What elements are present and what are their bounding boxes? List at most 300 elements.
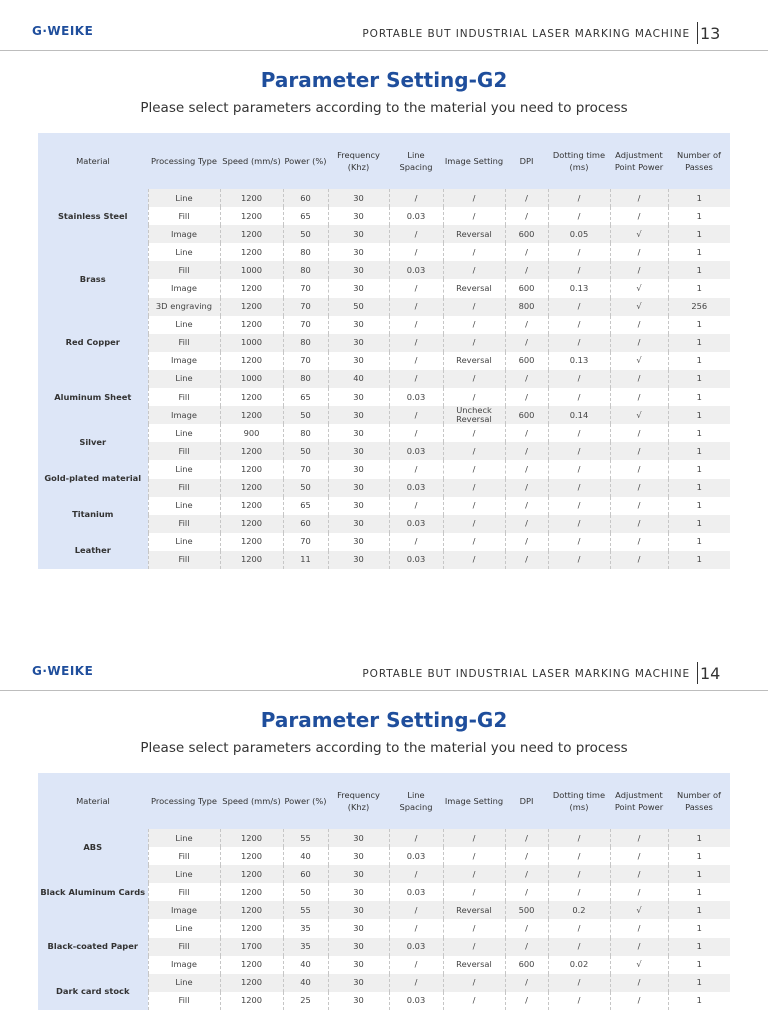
table-cell: 1200 bbox=[220, 919, 283, 937]
column-header: Power (%) bbox=[283, 133, 328, 189]
table-cell: 1200 bbox=[220, 974, 283, 992]
table-cell: Image bbox=[148, 406, 220, 424]
table-cell: 70 bbox=[283, 352, 328, 370]
table-cell: / bbox=[443, 334, 505, 352]
table-cell: / bbox=[389, 316, 443, 334]
table-cell: / bbox=[443, 316, 505, 334]
table-cell: / bbox=[443, 919, 505, 937]
page-subtitle: Please select parameters according to the material you need to process bbox=[140, 100, 628, 116]
table-cell: / bbox=[610, 316, 668, 334]
column-header: Line Spacing bbox=[389, 773, 443, 829]
table-cell: 30 bbox=[328, 974, 389, 992]
table-row bbox=[38, 829, 730, 847]
material-name: Black Aluminum Cards bbox=[38, 865, 148, 919]
table-row bbox=[38, 974, 730, 992]
table-cell: 1 bbox=[668, 938, 730, 956]
table-cell: 30 bbox=[328, 406, 389, 424]
table-cell: 70 bbox=[283, 298, 328, 316]
table-cell: / bbox=[610, 847, 668, 865]
material-name: Black-coated Paper bbox=[38, 919, 148, 973]
column-header: Power (%) bbox=[283, 773, 328, 829]
table-cell: Line bbox=[148, 865, 220, 883]
table-cell: 1 bbox=[668, 497, 730, 515]
table-cell: 50 bbox=[283, 479, 328, 497]
table-cell: 1 bbox=[668, 207, 730, 225]
table-cell: / bbox=[443, 883, 505, 901]
table-cell: 1200 bbox=[220, 847, 283, 865]
column-header: Frequency (Khz) bbox=[328, 773, 389, 829]
table-cell: / bbox=[505, 551, 548, 569]
table-cell: / bbox=[505, 829, 548, 847]
table-cell: 1 bbox=[668, 551, 730, 569]
table-cell: / bbox=[548, 938, 610, 956]
table-cell: Image bbox=[148, 225, 220, 243]
table-cell: / bbox=[505, 442, 548, 460]
table-cell: 30 bbox=[328, 865, 389, 883]
column-header: Material bbox=[38, 133, 148, 189]
table-cell: Image bbox=[148, 956, 220, 974]
table-cell: 1 bbox=[668, 533, 730, 551]
table-cell: 1000 bbox=[220, 334, 283, 352]
table-cell: / bbox=[610, 207, 668, 225]
table-cell: / bbox=[548, 515, 610, 533]
table-cell: / bbox=[548, 919, 610, 937]
table-cell: Fill bbox=[148, 992, 220, 1010]
column-header: Processing Type bbox=[148, 773, 220, 829]
table-cell: 600 bbox=[505, 956, 548, 974]
table-cell: / bbox=[610, 261, 668, 279]
table-cell: 900 bbox=[220, 424, 283, 442]
table-cell: / bbox=[505, 424, 548, 442]
table-cell: 70 bbox=[283, 279, 328, 297]
table-cell: 40 bbox=[283, 974, 328, 992]
table-cell: Fill bbox=[148, 883, 220, 901]
table-cell: / bbox=[505, 938, 548, 956]
table-cell: 30 bbox=[328, 460, 389, 478]
table-cell: / bbox=[389, 370, 443, 388]
table-cell: / bbox=[505, 207, 548, 225]
table-cell: 30 bbox=[328, 956, 389, 974]
table-cell: / bbox=[505, 883, 548, 901]
table-cell: 80 bbox=[283, 261, 328, 279]
table-cell: 1200 bbox=[220, 225, 283, 243]
page-header bbox=[0, 0, 768, 51]
table-cell: / bbox=[610, 515, 668, 533]
column-header: Adjustment Point Power bbox=[610, 773, 668, 829]
table-cell: / bbox=[505, 533, 548, 551]
table-cell: Reversal bbox=[443, 901, 505, 919]
table-cell: 30 bbox=[328, 388, 389, 406]
table-cell: / bbox=[443, 974, 505, 992]
table-cell: √ bbox=[610, 298, 668, 316]
table-cell: / bbox=[443, 370, 505, 388]
column-header: DPI bbox=[505, 133, 548, 189]
table-cell: 40 bbox=[283, 847, 328, 865]
table-cell: / bbox=[389, 298, 443, 316]
table-cell: Fill bbox=[148, 334, 220, 352]
table-cell: 1 bbox=[668, 334, 730, 352]
table-cell: / bbox=[505, 865, 548, 883]
table-cell: 1 bbox=[668, 442, 730, 460]
table-cell: 30 bbox=[328, 243, 389, 261]
table-cell: / bbox=[443, 938, 505, 956]
header-divider bbox=[697, 662, 698, 684]
table-cell: / bbox=[505, 479, 548, 497]
table-cell: 30 bbox=[328, 847, 389, 865]
table-cell: 40 bbox=[328, 370, 389, 388]
material-name: Stainless Steel bbox=[38, 189, 148, 243]
table-cell: / bbox=[548, 497, 610, 515]
table-cell: 1 bbox=[668, 829, 730, 847]
brand-logo: G·WEIKE bbox=[32, 24, 94, 38]
table-cell: Fill bbox=[148, 515, 220, 533]
table-cell: / bbox=[610, 497, 668, 515]
table-cell: Line bbox=[148, 829, 220, 847]
column-header: Dotting time (ms) bbox=[548, 133, 610, 189]
table-cell: / bbox=[610, 551, 668, 569]
table-cell: / bbox=[389, 497, 443, 515]
table-cell: 1200 bbox=[220, 279, 283, 297]
table-cell: 80 bbox=[283, 243, 328, 261]
table-cell: 0.03 bbox=[389, 992, 443, 1010]
material-name: ABS bbox=[38, 829, 148, 865]
table-cell: / bbox=[610, 370, 668, 388]
table-cell: 30 bbox=[328, 992, 389, 1010]
table-cell: / bbox=[548, 316, 610, 334]
table-row bbox=[38, 189, 730, 207]
table-cell: 30 bbox=[328, 901, 389, 919]
table-cell: 0.03 bbox=[389, 207, 443, 225]
table-cell: / bbox=[548, 551, 610, 569]
table-cell: / bbox=[443, 424, 505, 442]
table-cell: / bbox=[548, 883, 610, 901]
table-cell: / bbox=[505, 992, 548, 1010]
table-cell: Reversal bbox=[443, 225, 505, 243]
table-cell: 1200 bbox=[220, 551, 283, 569]
table-cell: 1 bbox=[668, 479, 730, 497]
header-title: PORTABLE BUT INDUSTRIAL LASER MARKING MACHINE bbox=[362, 668, 690, 680]
table-cell: 0.03 bbox=[389, 938, 443, 956]
table-cell: 1 bbox=[668, 460, 730, 478]
table-cell: / bbox=[389, 829, 443, 847]
table-cell: 30 bbox=[328, 829, 389, 847]
table-cell: √ bbox=[610, 352, 668, 370]
table-cell: / bbox=[443, 829, 505, 847]
table-cell: / bbox=[610, 992, 668, 1010]
table-cell: / bbox=[389, 424, 443, 442]
table-cell: 1 bbox=[668, 992, 730, 1010]
column-header: Speed (mm/s) bbox=[220, 773, 283, 829]
parameter-table bbox=[38, 773, 730, 1010]
table-cell: / bbox=[389, 334, 443, 352]
brand-logo: G·WEIKE bbox=[32, 664, 94, 678]
table-cell: Image bbox=[148, 279, 220, 297]
column-header: Image Setting bbox=[443, 773, 505, 829]
page-header bbox=[0, 640, 768, 691]
table-cell: / bbox=[610, 424, 668, 442]
column-header: Speed (mm/s) bbox=[220, 133, 283, 189]
table-cell: 80 bbox=[283, 334, 328, 352]
table-cell: Line bbox=[148, 243, 220, 261]
table-row bbox=[38, 243, 730, 261]
table-row bbox=[38, 919, 730, 937]
table-cell: 11 bbox=[283, 551, 328, 569]
column-header: Material bbox=[38, 773, 148, 829]
table-cell: / bbox=[548, 533, 610, 551]
table-cell: 0.03 bbox=[389, 261, 443, 279]
table-cell: 80 bbox=[283, 370, 328, 388]
table-cell: / bbox=[548, 460, 610, 478]
table-cell: 1200 bbox=[220, 442, 283, 460]
table-cell: / bbox=[443, 189, 505, 207]
column-header: Frequency (Khz) bbox=[328, 133, 389, 189]
table-row bbox=[38, 497, 730, 515]
table-cell: Fill bbox=[148, 388, 220, 406]
table-cell: 30 bbox=[328, 279, 389, 297]
table-cell: 30 bbox=[328, 551, 389, 569]
material-name: Leather bbox=[38, 533, 148, 569]
table-cell: / bbox=[548, 992, 610, 1010]
material-name: Titanium bbox=[38, 497, 148, 533]
table-cell: / bbox=[443, 992, 505, 1010]
table-cell: / bbox=[610, 243, 668, 261]
material-name: Dark card stock bbox=[38, 974, 148, 1010]
page-title: Parameter Setting-G2 bbox=[260, 708, 508, 732]
table-cell: 1200 bbox=[220, 298, 283, 316]
column-header: Image Setting bbox=[443, 133, 505, 189]
table-cell: / bbox=[610, 533, 668, 551]
table-cell: / bbox=[505, 515, 548, 533]
table-cell: / bbox=[610, 829, 668, 847]
column-header: Number of Passes bbox=[668, 773, 730, 829]
table-cell: Line bbox=[148, 919, 220, 937]
table-cell: / bbox=[443, 515, 505, 533]
table-cell: 50 bbox=[328, 298, 389, 316]
table-cell: 30 bbox=[328, 225, 389, 243]
table-cell: 256 bbox=[668, 298, 730, 316]
table-cell: / bbox=[505, 919, 548, 937]
table-cell: Line bbox=[148, 460, 220, 478]
table-cell: 55 bbox=[283, 829, 328, 847]
table-cell: / bbox=[610, 442, 668, 460]
table-cell: / bbox=[389, 956, 443, 974]
table-cell: / bbox=[389, 352, 443, 370]
table-cell: 1 bbox=[668, 424, 730, 442]
table-cell: / bbox=[389, 533, 443, 551]
table-cell: / bbox=[610, 974, 668, 992]
table-cell: / bbox=[443, 533, 505, 551]
table-cell: / bbox=[610, 460, 668, 478]
table-cell: 50 bbox=[283, 225, 328, 243]
table-cell: / bbox=[610, 919, 668, 937]
table-cell: / bbox=[443, 207, 505, 225]
table-cell: / bbox=[389, 406, 443, 424]
parameter-table bbox=[38, 133, 730, 569]
table-row bbox=[38, 865, 730, 883]
table-cell: 1200 bbox=[220, 460, 283, 478]
table-cell: / bbox=[443, 497, 505, 515]
table-cell: / bbox=[610, 865, 668, 883]
material-name: Aluminum Sheet bbox=[38, 370, 148, 424]
table-cell: 50 bbox=[283, 406, 328, 424]
table-cell: 30 bbox=[328, 424, 389, 442]
table-cell: / bbox=[610, 938, 668, 956]
table-cell: 1200 bbox=[220, 388, 283, 406]
table-cell: Line bbox=[148, 533, 220, 551]
table-cell: Reversal bbox=[443, 279, 505, 297]
table-cell: 600 bbox=[505, 352, 548, 370]
table-cell: 3D engraving bbox=[148, 298, 220, 316]
table-cell: / bbox=[443, 261, 505, 279]
table-cell: 65 bbox=[283, 207, 328, 225]
header-divider bbox=[697, 22, 698, 44]
table-cell: / bbox=[443, 388, 505, 406]
table-cell: / bbox=[389, 189, 443, 207]
table-cell: / bbox=[443, 479, 505, 497]
table-cell: / bbox=[389, 919, 443, 937]
table-cell: 500 bbox=[505, 901, 548, 919]
table-cell: / bbox=[505, 261, 548, 279]
table-cell: 30 bbox=[328, 442, 389, 460]
page-subtitle: Please select parameters according to the material you need to process bbox=[140, 740, 628, 756]
table-cell: 35 bbox=[283, 938, 328, 956]
table-cell: 55 bbox=[283, 901, 328, 919]
table-cell: 30 bbox=[328, 352, 389, 370]
table-cell: / bbox=[443, 847, 505, 865]
table-cell: 1200 bbox=[220, 992, 283, 1010]
table-cell: 0.03 bbox=[389, 442, 443, 460]
table-cell: 0.13 bbox=[548, 352, 610, 370]
table-cell: / bbox=[548, 334, 610, 352]
table-cell: 0.03 bbox=[389, 847, 443, 865]
table-cell: 50 bbox=[283, 442, 328, 460]
table-cell: / bbox=[548, 442, 610, 460]
table-cell: / bbox=[548, 829, 610, 847]
table-cell: / bbox=[389, 243, 443, 261]
table-cell: Fill bbox=[148, 847, 220, 865]
table-cell: 1200 bbox=[220, 533, 283, 551]
table-cell: 1 bbox=[668, 919, 730, 937]
table-header-row bbox=[38, 133, 730, 189]
table-cell: 600 bbox=[505, 406, 548, 424]
table-cell: Line bbox=[148, 424, 220, 442]
table-cell: / bbox=[548, 974, 610, 992]
column-header: DPI bbox=[505, 773, 548, 829]
table-cell: / bbox=[389, 225, 443, 243]
table-cell: 80 bbox=[283, 424, 328, 442]
table-cell: 1 bbox=[668, 243, 730, 261]
table-cell: 50 bbox=[283, 883, 328, 901]
table-cell: / bbox=[443, 865, 505, 883]
table-cell: 30 bbox=[328, 919, 389, 937]
table-cell: Fill bbox=[148, 479, 220, 497]
table-cell: / bbox=[505, 334, 548, 352]
table-cell: / bbox=[548, 243, 610, 261]
table-cell: Image bbox=[148, 352, 220, 370]
table-cell: / bbox=[610, 479, 668, 497]
table-cell: 600 bbox=[505, 225, 548, 243]
table-cell: 30 bbox=[328, 261, 389, 279]
table-cell: / bbox=[548, 865, 610, 883]
table-cell: / bbox=[505, 388, 548, 406]
table-cell: 30 bbox=[328, 938, 389, 956]
table-cell: 600 bbox=[505, 279, 548, 297]
table-cell: / bbox=[548, 847, 610, 865]
table-cell: √ bbox=[610, 956, 668, 974]
page-number: 13 bbox=[700, 24, 721, 43]
table-cell: 1 bbox=[668, 352, 730, 370]
table-cell: / bbox=[443, 243, 505, 261]
page-14 bbox=[0, 640, 768, 1006]
table-cell: 0.03 bbox=[389, 551, 443, 569]
table-cell: Fill bbox=[148, 938, 220, 956]
table-cell: Reversal bbox=[443, 352, 505, 370]
table-cell: √ bbox=[610, 901, 668, 919]
table-cell: 60 bbox=[283, 515, 328, 533]
table-cell: 1 bbox=[668, 370, 730, 388]
table-cell: 0.14 bbox=[548, 406, 610, 424]
table-cell: 1200 bbox=[220, 956, 283, 974]
table-cell: / bbox=[548, 479, 610, 497]
table-cell: Fill bbox=[148, 442, 220, 460]
table-row bbox=[38, 316, 730, 334]
page-title: Parameter Setting-G2 bbox=[260, 68, 508, 92]
table-cell: 60 bbox=[283, 189, 328, 207]
table-row bbox=[38, 460, 730, 478]
table-cell: 30 bbox=[328, 479, 389, 497]
table-cell: Line bbox=[148, 316, 220, 334]
table-row bbox=[38, 424, 730, 442]
table-cell: 1000 bbox=[220, 370, 283, 388]
table-cell: / bbox=[389, 460, 443, 478]
table-cell: 35 bbox=[283, 919, 328, 937]
table-cell: 1 bbox=[668, 974, 730, 992]
table-cell: / bbox=[548, 261, 610, 279]
table-cell: / bbox=[505, 847, 548, 865]
table-cell: / bbox=[548, 388, 610, 406]
column-header: Dotting time (ms) bbox=[548, 773, 610, 829]
table-cell: Line bbox=[148, 974, 220, 992]
table-cell: 0.03 bbox=[389, 479, 443, 497]
table-cell: 1200 bbox=[220, 497, 283, 515]
table-cell: Image bbox=[148, 901, 220, 919]
table-cell: 30 bbox=[328, 497, 389, 515]
table-header-row bbox=[38, 773, 730, 829]
table-cell: 1200 bbox=[220, 243, 283, 261]
table-cell: Reversal bbox=[443, 956, 505, 974]
table-cell: / bbox=[389, 974, 443, 992]
table-cell: 1200 bbox=[220, 901, 283, 919]
table-cell: 30 bbox=[328, 883, 389, 901]
table-cell: 1200 bbox=[220, 352, 283, 370]
table-cell: / bbox=[548, 370, 610, 388]
table-cell: / bbox=[505, 497, 548, 515]
table-cell: Fill bbox=[148, 551, 220, 569]
table-cell: / bbox=[548, 298, 610, 316]
table-cell: 70 bbox=[283, 533, 328, 551]
table-cell: / bbox=[443, 298, 505, 316]
table-cell: 65 bbox=[283, 388, 328, 406]
table-cell: 1200 bbox=[220, 865, 283, 883]
table-cell: 0.03 bbox=[389, 388, 443, 406]
table-cell: Line bbox=[148, 189, 220, 207]
table-cell: / bbox=[548, 207, 610, 225]
table-cell: 1 bbox=[668, 189, 730, 207]
table-cell: 1 bbox=[668, 388, 730, 406]
table-cell: 1 bbox=[668, 406, 730, 424]
table-cell: / bbox=[610, 388, 668, 406]
table-cell: / bbox=[610, 189, 668, 207]
